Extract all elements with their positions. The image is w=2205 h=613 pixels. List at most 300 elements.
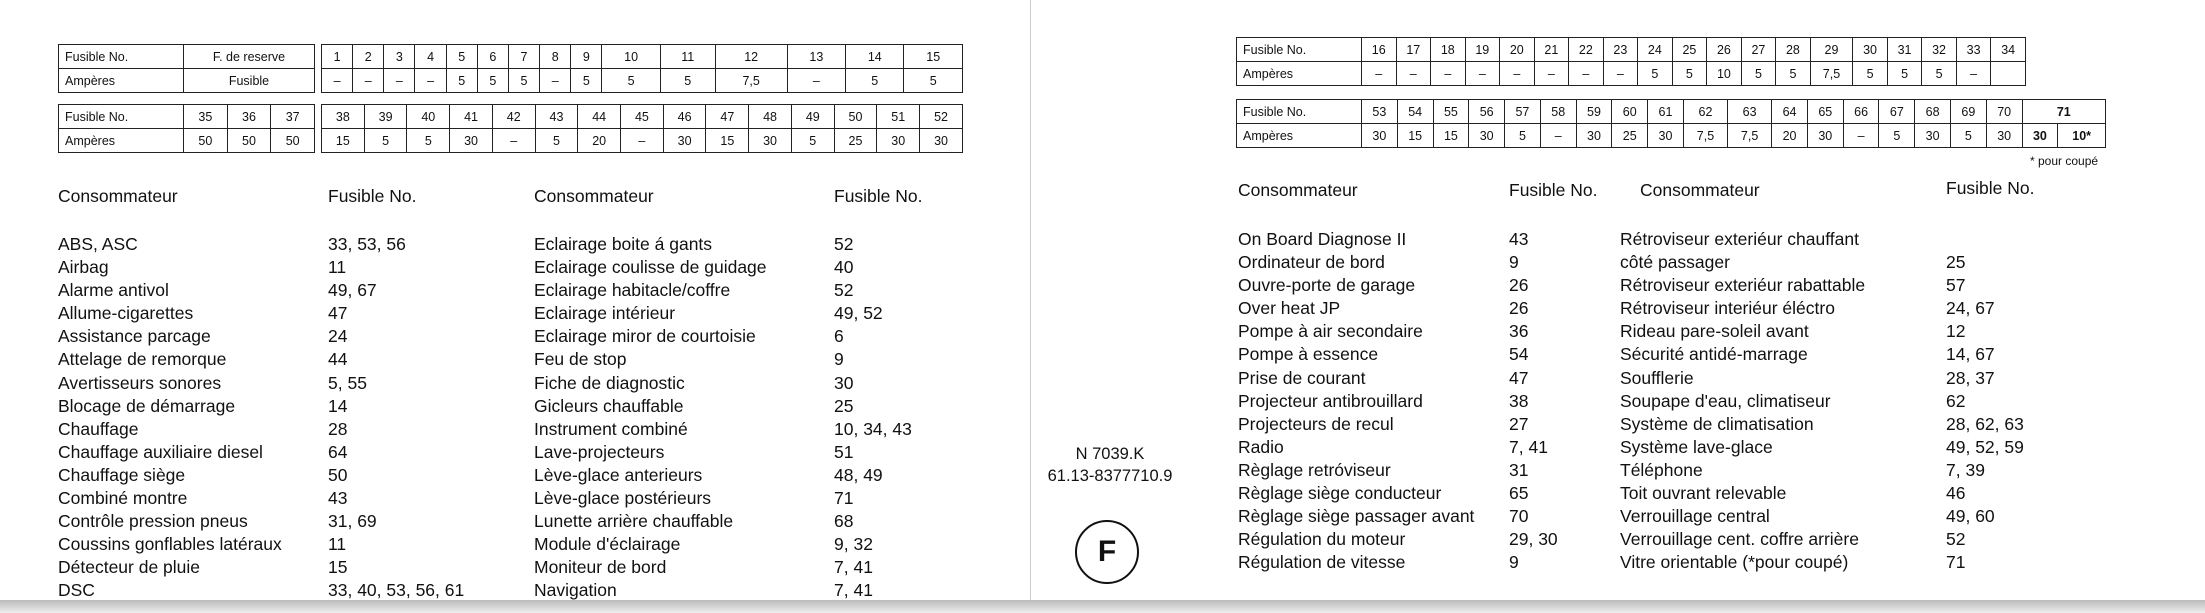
- fuse-numbers: 26: [1509, 298, 1529, 319]
- table-cell: 39: [364, 105, 407, 129]
- consumer-name: Prise de courant: [1238, 367, 1366, 388]
- row-label: Fusible No.: [59, 105, 184, 129]
- consumer-name: Rétroviseur exteriéur rabattable: [1620, 275, 1866, 296]
- table-cell: 46: [663, 105, 706, 129]
- table-cell: 44: [578, 105, 621, 129]
- table-cell: 50: [271, 129, 315, 153]
- consumer-name: Soupape d'eau, climatiseur: [1620, 390, 1831, 411]
- table-cell: 30: [1576, 124, 1612, 148]
- fuse-numbers: 49, 52: [834, 303, 883, 324]
- table-cell: 47: [706, 105, 749, 129]
- table-cell: 30: [2022, 124, 2058, 148]
- table-cell: –: [1396, 62, 1431, 86]
- table-cell: 33: [1956, 38, 1991, 62]
- table-cell: 6: [477, 45, 508, 69]
- table-cell: 5: [1776, 62, 1811, 86]
- fuse-numbers: 24: [328, 326, 348, 347]
- fuse-numbers: 40: [834, 257, 854, 278]
- fuse-numbers: 28: [328, 418, 348, 439]
- table-cell: 30: [749, 129, 792, 153]
- table-cell: 3: [384, 45, 415, 69]
- table-cell: –: [322, 69, 353, 93]
- row-label: Fusible No.: [59, 45, 184, 69]
- table-cell: 26: [1707, 38, 1742, 62]
- table-row: [1237, 124, 2106, 148]
- table-cell: 5: [1951, 124, 1987, 148]
- table-cell: 11: [660, 45, 715, 69]
- fuse-numbers: [1946, 228, 2024, 251]
- table-cell: 24: [1638, 38, 1673, 62]
- fuse-numbers: 52: [834, 280, 854, 301]
- fuse-numbers: 31: [1509, 459, 1529, 480]
- table-cell: 69: [1951, 100, 1987, 124]
- fuse-numbers: 68: [834, 511, 854, 532]
- table-cell: 63: [1728, 100, 1772, 124]
- table-cell: 32: [1922, 38, 1957, 62]
- table-cell: 15: [904, 45, 963, 69]
- table-cell: 43: [535, 105, 578, 129]
- fuse-numbers: 28, 37: [1946, 367, 1995, 388]
- consumer-list-3-names: [1238, 228, 1474, 574]
- consumer-list-4-names: [1620, 228, 1865, 574]
- table-cell: –: [353, 69, 384, 93]
- fuse-numbers: 7, 41: [834, 557, 873, 578]
- consumer-name: Lève-glace postérieurs: [534, 488, 712, 509]
- table-cell: 5: [660, 69, 715, 93]
- table-cell: 66: [1843, 100, 1879, 124]
- table-cell: 15: [322, 129, 365, 153]
- fuse-numbers: 15: [328, 557, 348, 578]
- table-cell: 62: [1683, 100, 1727, 124]
- consumer-name: Téléphone: [1620, 459, 1703, 480]
- table-cell: 5: [791, 129, 834, 153]
- table-cell: –: [1540, 124, 1576, 148]
- table-cell: 55: [1433, 100, 1469, 124]
- table-cell: 7,5: [715, 69, 787, 93]
- table-cell: 25: [834, 129, 877, 153]
- table-cell: 5: [1922, 62, 1957, 86]
- table-cell: 14: [846, 45, 904, 69]
- fuse-table-38-52: [321, 104, 963, 153]
- table-cell: 17: [1396, 38, 1431, 62]
- table-cell: 41: [450, 105, 493, 129]
- table-cell: 53: [1362, 100, 1398, 124]
- table-cell: 5: [1741, 62, 1776, 86]
- table-cell: –: [621, 129, 664, 153]
- fuse-table-1-15: [321, 44, 963, 93]
- table-cell: 15: [706, 129, 749, 153]
- consumer-name: Airbag: [58, 257, 109, 278]
- table-cell: 5: [602, 69, 660, 93]
- consumer-name: Verrouillage central: [1620, 506, 1770, 527]
- consumer-name: Lève-glace anterieurs: [534, 464, 703, 485]
- table-row: [322, 45, 963, 69]
- table-cell: 64: [1772, 100, 1808, 124]
- fuse-numbers: 7, 41: [834, 580, 873, 601]
- fuse-numbers: 52: [1946, 529, 1966, 550]
- table-cell: 61: [1648, 100, 1684, 124]
- table-cell: 30: [1362, 124, 1398, 148]
- consumer-name: Chauffage auxiliaire diesel: [58, 441, 263, 462]
- table-cell: 51: [877, 105, 920, 129]
- table-cell: 21: [1534, 38, 1569, 62]
- part-reference: [1030, 443, 1190, 487]
- table-cell: 5: [1853, 62, 1888, 86]
- table-cell: –: [1465, 62, 1500, 86]
- table-cell: 12: [715, 45, 787, 69]
- fuse-numbers: 48, 49: [834, 464, 883, 485]
- table-cell: 5: [446, 69, 477, 93]
- consumer-list-1-names: [58, 233, 282, 603]
- fuse-numbers: 29, 30: [1509, 529, 1558, 550]
- table-cell: 49: [791, 105, 834, 129]
- fuse-numbers: 47: [328, 303, 348, 324]
- consumer-name: Moniteur de bord: [534, 557, 667, 578]
- row-label: Fusible No.: [1237, 100, 1362, 124]
- fuse-numbers: 9: [1509, 252, 1519, 273]
- fuse-numbers: 14, 67: [1946, 344, 1995, 365]
- table-cell: 22: [1569, 38, 1604, 62]
- fuse-numbers: 11: [328, 534, 347, 555]
- consumer-name: Fiche de diagnostic: [534, 372, 685, 393]
- fuse-numbers: 38: [1509, 390, 1529, 411]
- fuse-numbers: 25: [1946, 252, 1966, 273]
- table-cell: 4: [415, 45, 446, 69]
- table-cell: 36: [227, 105, 271, 129]
- fuse-numbers: 43: [1509, 229, 1529, 249]
- fuse-numbers: 9: [1509, 552, 1519, 573]
- consumer-name: Chauffage: [58, 418, 139, 439]
- consumer-name: Navigation: [534, 580, 617, 601]
- consumer-name: Projecteurs de recul: [1238, 413, 1394, 434]
- table-cell: –: [492, 129, 535, 153]
- table-cell: 31: [1887, 38, 1922, 62]
- table-cell: 59: [1576, 100, 1612, 124]
- fuse-numbers: 51: [834, 441, 854, 462]
- fuse-numbers: 50: [328, 464, 348, 485]
- table-row: [59, 129, 315, 153]
- consumer-name: Over heat JP: [1238, 298, 1341, 319]
- consumer-name: Eclairage miror de courtoisie: [534, 326, 756, 347]
- fuse-numbers: 30: [834, 372, 854, 393]
- consumer-name: On Board Diagnose II: [1238, 229, 1407, 249]
- fuse-numbers: 54: [1509, 344, 1529, 365]
- fuse-table-reserve: [58, 44, 315, 93]
- table-cell: 38: [322, 105, 365, 129]
- table-cell: 56: [1469, 100, 1505, 124]
- consumer-name: Verrouillage cent. coffre arrière: [1620, 529, 1859, 550]
- consumer-name: Détecteur de pluie: [58, 557, 201, 578]
- table-cell: –: [1956, 62, 1991, 86]
- table-row: [1237, 62, 2026, 86]
- language-badge: F: [1075, 520, 1139, 584]
- fuse-numbers: 49, 60: [1946, 506, 1995, 527]
- consumer-name: Système lave-glace: [1620, 436, 1773, 457]
- consumer-name: Lave-projecteurs: [534, 441, 665, 462]
- header-fusible-3: Fusible No.: [1509, 180, 1598, 200]
- fuse-numbers: 49, 52, 59: [1946, 436, 2024, 457]
- table-cell: 15: [1433, 124, 1469, 148]
- table-cell: 10*: [2058, 124, 2106, 148]
- consumer-name: Instrument combiné: [534, 418, 688, 439]
- fuse-numbers: 52: [834, 234, 854, 254]
- fuse-numbers: 28, 62, 63: [1946, 413, 2024, 434]
- table-cell: 30: [1853, 38, 1888, 62]
- table-cell: 20: [578, 129, 621, 153]
- table-cell: 68: [1915, 100, 1951, 124]
- table-row: [322, 69, 963, 93]
- consumer-name: Sécurité antidé-marrage: [1620, 344, 1808, 365]
- fuse-numbers: 9: [834, 349, 844, 370]
- table-cell: 19: [1465, 38, 1500, 62]
- table-cell: 67: [1879, 100, 1915, 124]
- table-row: [59, 69, 315, 93]
- fuse-numbers: 65: [1509, 483, 1529, 504]
- consumer-name: Module d'éclairage: [534, 534, 681, 555]
- fuse-numbers: 26: [1509, 275, 1529, 296]
- fuse-numbers: 64: [328, 441, 348, 462]
- table-cell: 5: [535, 129, 578, 153]
- table-cell: –: [1603, 62, 1638, 86]
- table-cell: 27: [1741, 38, 1776, 62]
- table-cell: 71: [2022, 100, 2105, 124]
- consumer-name: Eclairage intérieur: [534, 303, 676, 324]
- fuse-numbers: 70: [1509, 506, 1529, 527]
- table-cell: –: [384, 69, 415, 93]
- fuse-numbers: 14: [328, 395, 348, 416]
- fuse-numbers: 62: [1946, 390, 1966, 411]
- table-cell: 7,5: [1810, 62, 1853, 86]
- table-cell: 10: [1707, 62, 1742, 86]
- fuse-numbers: 10, 34, 43: [834, 418, 912, 439]
- table-cell: –: [415, 69, 446, 93]
- fuse-numbers: 47: [1509, 367, 1529, 388]
- consumer-name: Lunette arrière chauffable: [534, 511, 734, 532]
- header-fusible-2: Fusible No.: [834, 186, 923, 206]
- consumer-name: Pompe à essence: [1238, 344, 1379, 365]
- table-cell: 9: [571, 45, 602, 69]
- header-fusible-1: Fusible No.: [328, 186, 417, 206]
- table-cell: 34: [1991, 38, 2026, 62]
- consumer-name: Soufflerie: [1620, 367, 1694, 388]
- fuse-numbers: 25: [834, 395, 854, 416]
- consumer-name: Combiné montre: [58, 488, 188, 509]
- table-cell: [1991, 62, 2026, 86]
- consumer-name: Pompe à air secondaire: [1238, 321, 1423, 342]
- consumer-name: DSC: [58, 580, 95, 601]
- fuse-numbers: 49, 67: [328, 280, 377, 301]
- table-cell: 30: [450, 129, 493, 153]
- table-cell: 60: [1612, 100, 1648, 124]
- fuse-numbers: 33, 53, 56: [328, 234, 406, 254]
- consumer-name: Assistance parcage: [58, 326, 211, 347]
- table-cell: 7,5: [1728, 124, 1772, 148]
- consumer-name: Règlage siège passager avant: [1238, 506, 1475, 527]
- consumer-name: Projecteur antibrouillard: [1238, 390, 1423, 411]
- table-cell: 29: [1810, 38, 1853, 62]
- consumer-name: Chauffage siège: [58, 464, 186, 485]
- consumer-name: Toit ouvrant relevable: [1620, 483, 1787, 504]
- row-label: Ampères: [1237, 62, 1362, 86]
- table-cell: –: [1500, 62, 1535, 86]
- consumer-name: Contrôle pression pneus: [58, 511, 248, 532]
- table-cell: 2: [353, 45, 384, 69]
- header-fusible-4: Fusible No.: [1946, 178, 2035, 198]
- consumer-name: Eclairage boite á gants: [534, 234, 713, 254]
- table-cell: 1: [322, 45, 353, 69]
- consumer-name: Coussins gonflables latéraux: [58, 534, 282, 555]
- table-cell: 42: [492, 105, 535, 129]
- consumer-name: Radio: [1238, 436, 1284, 457]
- consumer-name: Règlage siège conducteur: [1238, 483, 1442, 504]
- fuse-numbers: 33, 40, 53, 56, 61: [328, 580, 465, 601]
- table-cell: 50: [834, 105, 877, 129]
- fuse-numbers: 44: [328, 349, 348, 370]
- consumer-list-1-fuses: [328, 233, 464, 603]
- consumer-name: Vitre orientable (*pour coupé): [1620, 552, 1849, 573]
- header-consommateur-1: Consommateur: [58, 186, 178, 206]
- table-cell: 25: [1672, 38, 1707, 62]
- table-cell: 20: [1500, 38, 1535, 62]
- fuse-numbers: 71: [1946, 552, 1966, 573]
- fuse-numbers: 6: [834, 326, 844, 347]
- fuse-numbers: 5, 55: [328, 372, 367, 393]
- fuse-numbers: 43: [328, 488, 348, 509]
- table-row: [322, 129, 963, 153]
- consumer-list-2-names: [534, 233, 767, 603]
- fuse-table-35-37: [58, 104, 315, 153]
- table-cell: 28: [1776, 38, 1811, 62]
- row-label: Ampères: [59, 129, 184, 153]
- table-cell: 5: [364, 129, 407, 153]
- table-cell: 5: [571, 69, 602, 93]
- table-cell: F. de reserve: [184, 45, 315, 69]
- table-cell: 8: [540, 45, 571, 69]
- table-cell: 30: [1986, 124, 2022, 148]
- header-consommateur-3: Consommateur: [1238, 180, 1358, 200]
- table-cell: 10: [602, 45, 660, 69]
- consumer-name: ABS, ASC: [58, 234, 138, 254]
- consumer-name: Blocage de démarrage: [58, 395, 236, 416]
- consumer-list-2-fuses: [834, 233, 912, 603]
- fuse-table-53-71: [1236, 99, 2106, 148]
- consumer-name: Régulation du moteur: [1238, 529, 1406, 550]
- table-cell: –: [1569, 62, 1604, 86]
- consumer-name: Avertisseurs sonores: [58, 372, 222, 393]
- table-cell: 30: [1807, 124, 1843, 148]
- fuse-numbers: 31, 69: [328, 511, 377, 532]
- table-cell: 13: [787, 45, 845, 69]
- fuse-card-right: [1030, 0, 2205, 600]
- fuse-numbers: 12: [1946, 321, 1966, 342]
- table-cell: –: [1431, 62, 1466, 86]
- table-row: [1237, 100, 2106, 124]
- consumer-name: Feu de stop: [534, 349, 627, 370]
- table-cell: 5: [904, 69, 963, 93]
- table-row: [59, 105, 315, 129]
- table-cell: 5: [477, 69, 508, 93]
- fuse-numbers: 46: [1946, 483, 1966, 504]
- consumer-name: Système de climatisation: [1620, 413, 1814, 434]
- fuse-numbers: 57: [1946, 275, 1966, 296]
- table-cell: Fusible: [184, 69, 315, 93]
- consumer-name: Attelage de remorque: [58, 349, 227, 370]
- consumer-name: Eclairage habitacle/coffre: [534, 280, 731, 301]
- fuse-numbers: 7, 39: [1946, 459, 1985, 480]
- table-cell: 65: [1807, 100, 1843, 124]
- consumer-name: Eclairage coulisse de guidage: [534, 257, 767, 278]
- table-cell: 52: [920, 105, 963, 129]
- fuse-numbers: 27: [1509, 413, 1529, 434]
- consumer-name: Régulation de vitesse: [1238, 552, 1406, 573]
- header-consommateur-2: Consommateur: [534, 186, 654, 206]
- row-label: Ampères: [59, 69, 184, 93]
- table-cell: 30: [1469, 124, 1505, 148]
- table-cell: 35: [184, 105, 228, 129]
- table-row: [322, 105, 963, 129]
- table-cell: –: [540, 69, 571, 93]
- table-cell: 5: [1672, 62, 1707, 86]
- table-cell: 70: [1986, 100, 2022, 124]
- table-cell: 5: [1879, 124, 1915, 148]
- table-row: [59, 45, 315, 69]
- table-cell: 30: [663, 129, 706, 153]
- reference-code-1: N 7039.K: [1075, 445, 1145, 463]
- fuse-table-16-34: [1236, 37, 2026, 86]
- consumer-name: Rideau pare-soleil avant: [1620, 321, 1809, 342]
- header-consommateur-4: Consommateur: [1640, 180, 1760, 200]
- row-label: Fusible No.: [1237, 38, 1362, 62]
- table-cell: 7: [508, 45, 539, 69]
- table-cell: 30: [1915, 124, 1951, 148]
- consumer-name: Ordinateur de bord: [1238, 252, 1385, 273]
- table-cell: 25: [1612, 124, 1648, 148]
- table-cell: 40: [407, 105, 450, 129]
- table-cell: 5: [1505, 124, 1541, 148]
- fuse-numbers: 11: [328, 257, 347, 278]
- row-label: Ampères: [1237, 124, 1362, 148]
- consumer-name: Alarme antivol: [58, 280, 169, 301]
- table-cell: 18: [1431, 38, 1466, 62]
- table-cell: –: [1843, 124, 1879, 148]
- coupe-footnote: * pour coupé: [2030, 154, 2099, 168]
- table-cell: –: [1362, 62, 1397, 86]
- consumer-name: Règlage retróviseur: [1238, 459, 1391, 480]
- table-cell: 30: [1648, 124, 1684, 148]
- table-cell: 16: [1362, 38, 1397, 62]
- consumer-name: Allume-cigarettes: [58, 303, 194, 324]
- table-cell: –: [1534, 62, 1569, 86]
- consumer-name: Rétroviseur interiéur éléctro: [1620, 298, 1835, 319]
- fuse-numbers: 24, 67: [1946, 298, 1995, 319]
- consumer-name: Ouvre-porte de garage: [1238, 275, 1416, 296]
- table-cell: 15: [1397, 124, 1433, 148]
- table-cell: 58: [1540, 100, 1576, 124]
- table-cell: 5: [508, 69, 539, 93]
- table-cell: 50: [184, 129, 228, 153]
- table-cell: 50: [227, 129, 271, 153]
- reference-code-2: 61.13-8377710.9: [1047, 467, 1173, 485]
- table-row: [1237, 38, 2026, 62]
- table-cell: 37: [271, 105, 315, 129]
- table-cell: 30: [877, 129, 920, 153]
- table-cell: 45: [621, 105, 664, 129]
- table-cell: 23: [1603, 38, 1638, 62]
- table-cell: 5: [407, 129, 450, 153]
- table-cell: 5: [1887, 62, 1922, 86]
- table-cell: 30: [920, 129, 963, 153]
- table-cell: –: [787, 69, 845, 93]
